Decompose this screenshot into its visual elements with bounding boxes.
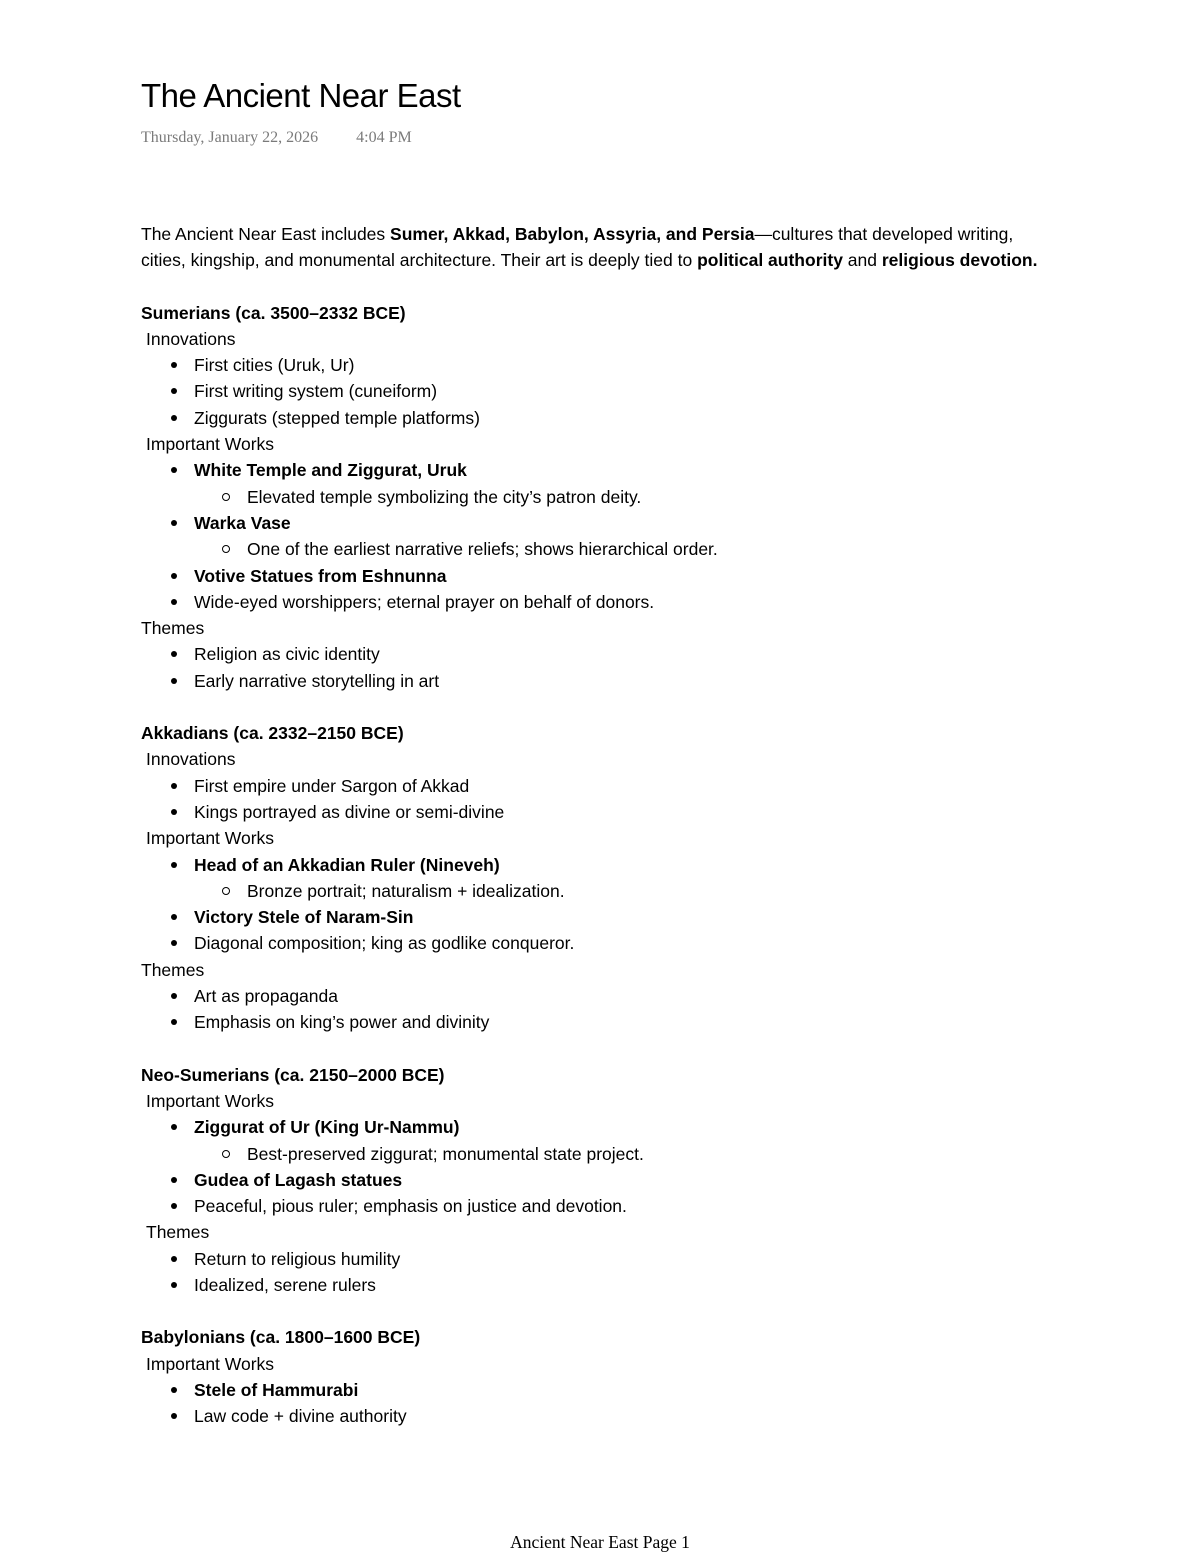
group-label-themes: Themes (146, 1222, 210, 1243)
section-heading: Neo-Sumerians (ca. 2150–2000 BCE) (141, 1064, 445, 1085)
work-notes (141, 878, 1061, 904)
list-item: First writing system (cuneiform) (141, 378, 1061, 404)
intro-text: and (842, 250, 882, 271)
group-label-innovations: Innovations (146, 328, 236, 349)
list-item: Early narrative storytelling in art (141, 668, 1061, 694)
section-heading: Akkadians (ca. 2332–2150 BCE) (141, 723, 404, 744)
section-heading: Babylonians (ca. 1800–1600 BCE) (141, 1327, 421, 1348)
intro-text: The Ancient Near East includes (141, 224, 391, 244)
works-list (141, 510, 1061, 536)
list-item: Idealized, serene rulers (141, 1272, 1061, 1298)
group-label-works: Important Works (146, 1353, 275, 1374)
section-babylonians (141, 1324, 1061, 1429)
note-body (141, 221, 1061, 1455)
section-akkadians (141, 720, 1061, 1036)
list-item: Kings portrayed as divine or semi-divine (141, 799, 1061, 825)
intro-text: —cultures that developed writing, cities, kingship, and monumental architecture. Their art is deeply tied to (141, 224, 1014, 271)
page-footer: Ancient Near East Page 1 (510, 1532, 690, 1552)
list-item: Ziggurats (stepped temple platforms) (141, 405, 1061, 431)
works-list (141, 457, 1061, 483)
work-note: Diagonal composition; king as godlike conqueror. (141, 930, 1061, 956)
intro-bold-devotion: religious devotion. (881, 250, 1038, 271)
work-item: Stele of Hammurabi (141, 1377, 1061, 1403)
group-label-works: Important Works (146, 1090, 275, 1111)
list-item: Religion as civic identity (141, 641, 1061, 667)
works-list (141, 563, 1061, 616)
work-note: Wide-eyed worshippers; eternal prayer on behalf of donors. (141, 589, 1061, 615)
list-item: Art as propaganda (141, 983, 1061, 1009)
works-list (141, 1167, 1061, 1220)
work-notes (141, 1141, 1061, 1167)
list-item: First empire under Sargon of Akkad (141, 773, 1061, 799)
work-note: Law code + divine authority (141, 1403, 1061, 1429)
intro-paragraph (141, 221, 1061, 274)
works-list (141, 1377, 1061, 1430)
list-item: First cities (Uruk, Ur) (141, 352, 1061, 378)
work-notes (141, 536, 1061, 562)
page-date: Thursday, January 22, 2026 (141, 129, 319, 146)
innovations-list (141, 352, 1061, 431)
page-title: The Ancient Near East (141, 77, 461, 114)
works-list (141, 852, 1061, 878)
intro-bold-authority: political authority (697, 250, 843, 271)
group-label-innovations: Innovations (146, 749, 236, 770)
work-item: Votive Statues from Eshnunna (141, 563, 1061, 589)
works-list (141, 904, 1061, 957)
themes-list (141, 983, 1061, 1036)
themes-list (141, 1246, 1061, 1299)
works-list (141, 1114, 1061, 1140)
work-item: Warka Vase (141, 510, 1061, 536)
page-time: 4:04 PM (356, 129, 412, 146)
work-note: Bronze portrait; naturalism + idealization. (141, 878, 1061, 904)
group-label-themes: Themes (141, 959, 205, 980)
innovations-list (141, 773, 1061, 826)
intro-bold-cultures: Sumer, Akkad, Babylon, Assyria, and Persia (390, 224, 755, 244)
section-sumerians (141, 300, 1061, 694)
section-heading: Sumerians (ca. 3500–2332 BCE) (141, 302, 406, 323)
group-label-themes: Themes (141, 618, 205, 639)
page-meta (141, 126, 412, 150)
work-item: Victory Stele of Naram-Sin (141, 904, 1061, 930)
section-neosumerians (141, 1062, 1061, 1299)
work-note: One of the earliest narrative reliefs; shows hierarchical order. (141, 536, 1061, 562)
work-item: Head of an Akkadian Ruler (Nineveh) (141, 852, 1061, 878)
group-label-works: Important Works (146, 434, 275, 455)
work-note: Best-preserved ziggurat; monumental state project. (141, 1141, 1061, 1167)
work-item: White Temple and Ziggurat, Uruk (141, 457, 1061, 483)
themes-list (141, 641, 1061, 694)
work-item: Gudea of Lagash statues (141, 1167, 1061, 1193)
group-label-works: Important Works (146, 828, 275, 849)
work-note: Elevated temple symbolizing the city’s patron deity. (141, 484, 1061, 510)
work-notes (141, 484, 1061, 510)
work-item: Ziggurat of Ur (King Ur-Nammu) (141, 1114, 1061, 1140)
work-note: Peaceful, pious ruler; emphasis on justice and devotion. (141, 1193, 1061, 1219)
list-item: Return to religious humility (141, 1246, 1061, 1272)
list-item: Emphasis on king’s power and divinity (141, 1009, 1061, 1035)
